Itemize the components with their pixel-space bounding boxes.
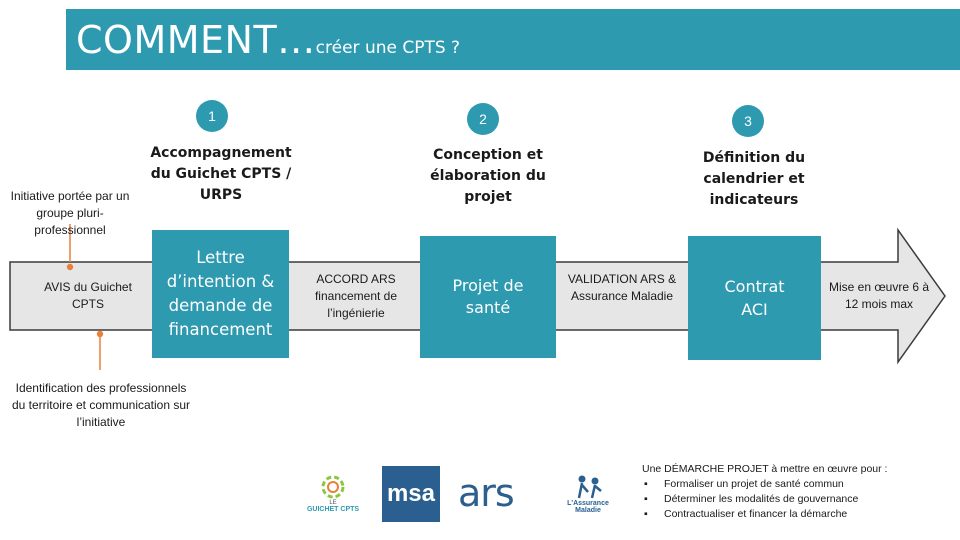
contrat-aci-text: Contrat ACI — [724, 276, 785, 319]
am-logo-line2: Maladie — [575, 507, 601, 514]
step-1-label: Accompagnement du Guichet CPTS / URPS — [150, 145, 292, 203]
title-subtitle: créer une CPTS ? — [315, 38, 461, 58]
msa-logo-text: msa — [386, 480, 436, 507]
projet-sante-text: Projet de santé — [452, 275, 524, 317]
guichet-cpts-emblem — [313, 474, 353, 500]
step-3-number: 3 — [732, 105, 764, 137]
projet-sante-box — [420, 236, 556, 358]
title-main: COMMENT… — [76, 18, 316, 62]
accord-ars-text: ACCORD ARS financement de l’ingénierie — [314, 272, 398, 320]
demarche-item — [642, 477, 942, 492]
demarche-section — [642, 462, 942, 522]
demarche-item-text: Formaliser un projet de santé commun — [664, 477, 844, 490]
identification-note: Identification des professionnels du territoire et communication sur l’initiative — [11, 381, 191, 429]
demarche-list — [642, 477, 942, 522]
assurance-maladie-logo — [563, 466, 613, 520]
step-1-number: 1 — [196, 100, 228, 132]
demarche-title: Une DÉMARCHE PROJET à mettre en œuvre pour : — [642, 463, 888, 475]
guichet-logo-line2: GUICHET CPTS — [306, 505, 360, 513]
step-2-label: Conception et élaboration du projet — [430, 147, 546, 205]
mise-en-oeuvre-text: Mise en œuvre 6 à 12 mois max — [828, 280, 930, 311]
msa-logo — [382, 466, 440, 522]
ars-logo — [458, 466, 542, 520]
assurance-maladie-emblem — [570, 472, 606, 500]
demarche-item — [642, 492, 942, 507]
am-logo-line1: L'Assurance — [567, 500, 609, 507]
lettre-intention-box — [152, 230, 289, 358]
guichet-logo-line1: LE — [329, 499, 337, 506]
step-3-label: Définition du calendrier et indicateurs — [702, 150, 806, 208]
avis-guichet-text: AVIS du Guichet CPTS — [44, 280, 132, 311]
contrat-aci-box — [688, 236, 821, 360]
demarche-item — [642, 507, 942, 522]
demarche-item-text: Déterminer les modalités de gouvernance — [664, 492, 859, 505]
guichet-cpts-logo — [300, 466, 366, 520]
step-2-number: 2 — [467, 103, 499, 135]
initiative-note: Initiative portée par un groupe pluri-professionnel — [10, 189, 130, 237]
demarche-item-text: Contractualiser et financer la démarche — [664, 507, 848, 520]
validation-text: VALIDATION ARS & Assurance Maladie — [567, 272, 677, 303]
lettre-intention-text: Lettre d’intention & demande de financement — [166, 248, 275, 339]
ars-logo-text: ars — [458, 471, 514, 515]
